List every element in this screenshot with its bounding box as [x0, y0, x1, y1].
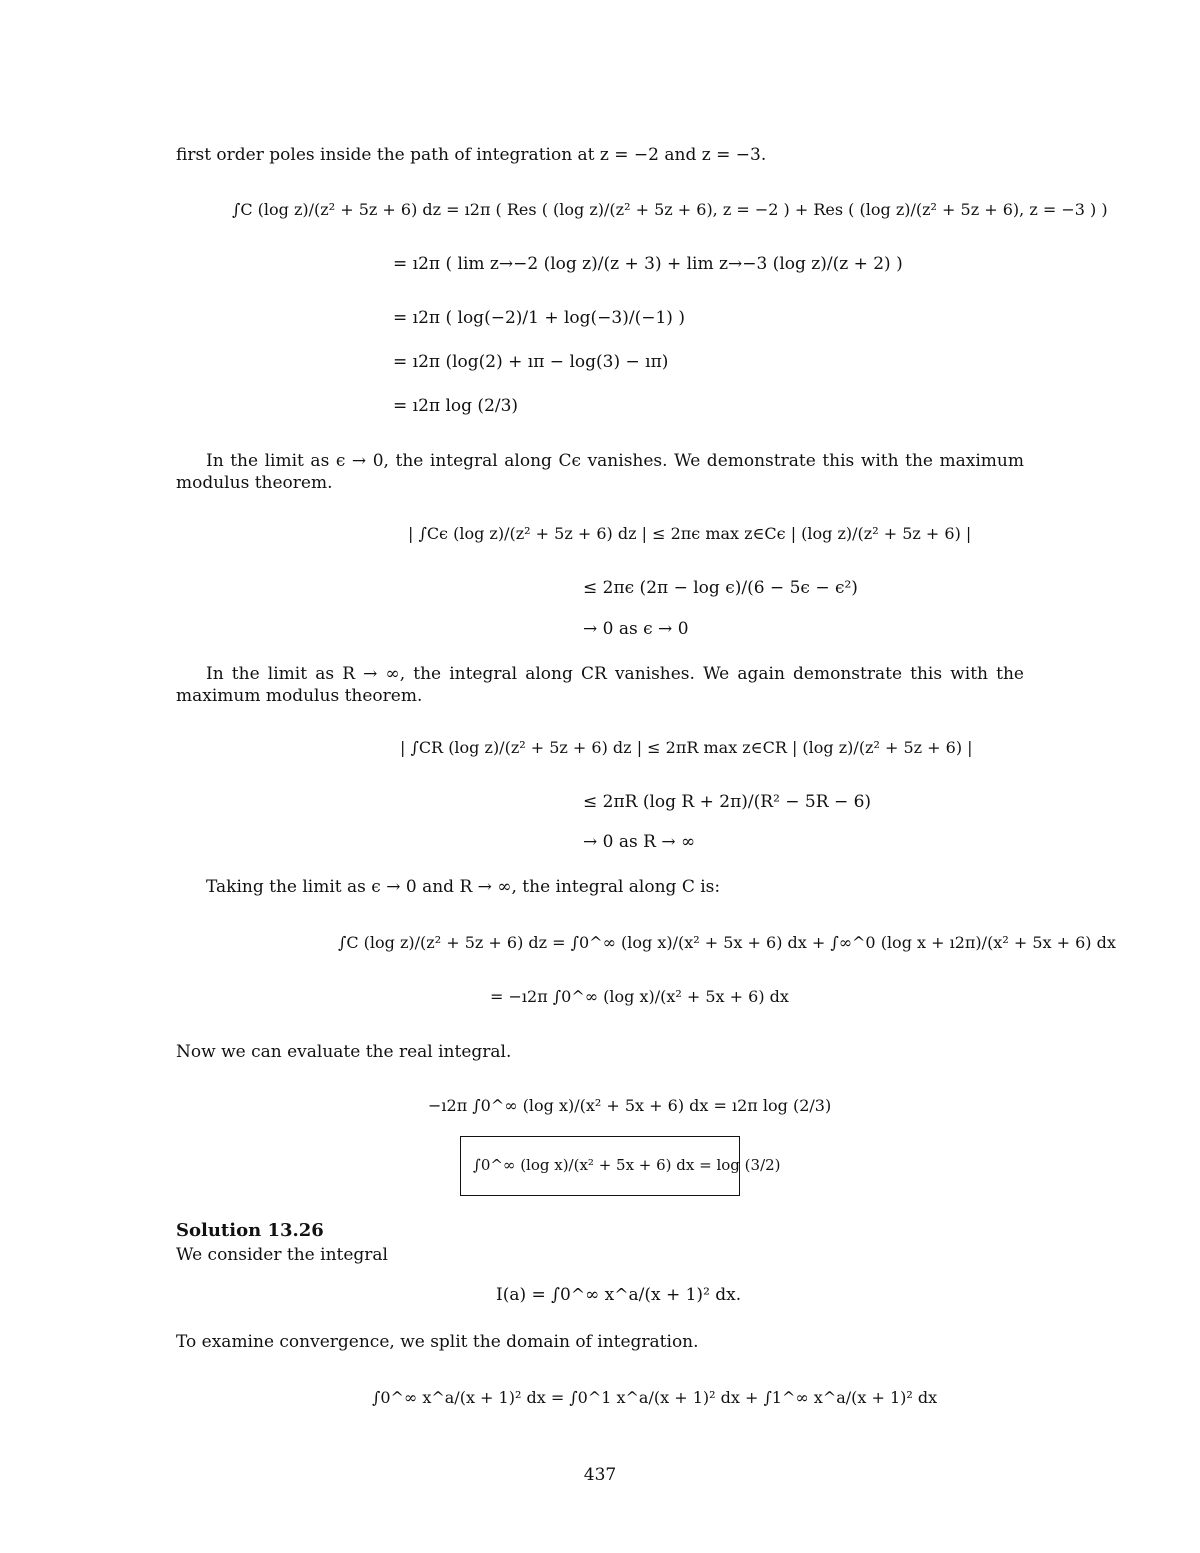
equation-real-integral: −ı2π ∫0^∞ (log x)/(x² + 5x + 6) dx = ı2π log (2/3): [428, 1096, 832, 1115]
equation-expanded: = ı2π (log(2) + ıπ − log(3) − ıπ): [393, 352, 669, 372]
page-number: 437: [583, 1465, 617, 1485]
paragraph-convergence: To examine convergence, we split the domain of integration.: [176, 1332, 699, 1352]
equation-result-log: = ı2π log (2/3): [393, 396, 519, 416]
equation-R-bound: | ∫CR (log z)/(z² + 5z + 6) dz | ≤ 2πR max z∈CR | (log z)/(z² + 5z + 6) |: [400, 738, 973, 757]
equation-epsilon-bound-2: ≤ 2πϵ (2π − log ϵ)/(6 − 5ϵ − ϵ²): [583, 578, 858, 598]
equation-contour-result: = −ı2π ∫0^∞ (log x)/(x² + 5x + 6) dx: [490, 987, 789, 1006]
equation-R-zero: → 0 as R → ∞: [583, 832, 696, 852]
equation-contour-split: ∫C (log z)/(z² + 5z + 6) dz = ∫0^∞ (log x)/(x² + 5x + 6) dx + ∫∞^0 (log x + ı2π)/(x² + 5x + 6) dx: [338, 933, 1116, 952]
paragraph-real-integral: Now we can evaluate the real integral.: [176, 1042, 512, 1062]
boxed-result: [460, 1136, 781, 1196]
paragraph-R-limit: In the limit as R → ∞, the integral along CR vanishes. We again demonstrate this with the maximum modulus theorem.: [176, 664, 1024, 706]
equation-epsilon-zero: → 0 as ϵ → 0: [583, 619, 689, 639]
equation-R-bound-2: ≤ 2πR (log R + 2π)/(R² − 5R − 6): [583, 792, 872, 812]
paragraph-poles: first order poles inside the path of integration at z = −2 and z = −3.: [176, 145, 767, 165]
section-heading: Solution 13.26: [176, 1220, 324, 1241]
equation-epsilon-bound: | ∫Cϵ (log z)/(z² + 5z + 6) dz | ≤ 2πϵ max z∈Cϵ | (log z)/(z² + 5z + 6) |: [408, 524, 972, 543]
equation-I-of-a: I(a) = ∫0^∞ x^a/(x + 1)² dx.: [496, 1285, 742, 1305]
equation-limits: = ı2π ( lim z→−2 (log z)/(z + 3) + lim z→−3 (log z)/(z + 2) ): [393, 254, 903, 274]
equation-domain-split: ∫0^∞ x^a/(x + 1)² dx = ∫0^1 x^a/(x + 1)² dx + ∫1^∞ x^a/(x + 1)² dx: [372, 1388, 938, 1407]
paragraph-consider-integral: We consider the integral: [176, 1245, 388, 1265]
equation-residue-sum: ∫C (log z)/(z² + 5z + 6) dz = ı2π ( Res ( (log z)/(z² + 5z + 6), z = −2 ) + Res ( (log z)/(z² + 5z + 6), z = −3 ) ): [232, 200, 1108, 219]
equation-boxed-result: ∫0^∞ (log x)/(x² + 5x + 6) dx = log (3/2): [473, 1156, 781, 1174]
paragraph-combined-limit: Taking the limit as ϵ → 0 and R → ∞, the integral along C is:: [206, 877, 721, 897]
paragraph-epsilon-limit: In the limit as ϵ → 0, the integral along Cϵ vanishes. We demonstrate this with the maximum modulus theorem.: [176, 451, 1024, 493]
equation-logs: = ı2π ( log(−2)/1 + log(−3)/(−1) ): [393, 308, 685, 328]
